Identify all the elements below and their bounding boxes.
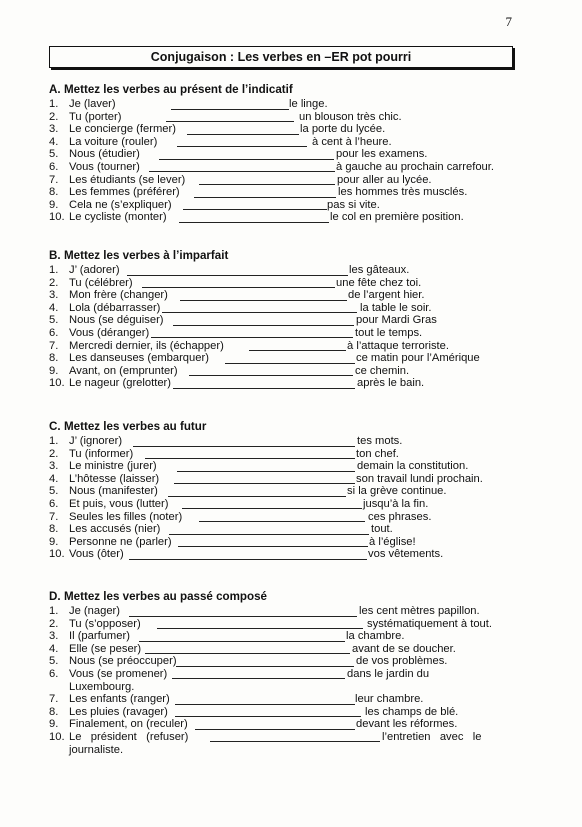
answer-blank[interactable] bbox=[175, 716, 361, 717]
exercise-item bbox=[49, 98, 519, 111]
answer-blank[interactable] bbox=[169, 534, 369, 535]
item-number: 7. bbox=[49, 339, 59, 352]
exercise-item bbox=[49, 136, 519, 149]
item-number: 3. bbox=[49, 289, 59, 302]
answer-blank[interactable] bbox=[182, 508, 362, 509]
exercise-item bbox=[49, 211, 519, 224]
answer-blank[interactable] bbox=[173, 325, 354, 326]
exercise-item bbox=[49, 264, 519, 277]
answer-blank[interactable] bbox=[173, 388, 355, 389]
section-heading bbox=[49, 590, 519, 604]
item-ending: les cent mètres papillon. bbox=[359, 605, 480, 617]
answer-blank[interactable] bbox=[157, 628, 363, 629]
item-ending: à gauche au prochain carrefour. bbox=[336, 160, 494, 173]
item-number: 7. bbox=[49, 173, 59, 186]
item-number: 1. bbox=[49, 98, 59, 110]
section-heading bbox=[49, 420, 519, 434]
item-ending: les champs de blé. bbox=[365, 705, 459, 718]
answer-blank[interactable] bbox=[142, 287, 335, 288]
item-number: 9. bbox=[49, 198, 59, 211]
exercise-item bbox=[49, 327, 519, 340]
item-prompt: J’ (adorer) bbox=[69, 264, 120, 276]
item-number: 10. bbox=[49, 377, 65, 390]
item-number: 10. bbox=[49, 730, 65, 743]
item-number: 4. bbox=[49, 642, 59, 655]
item-ending: le linge. bbox=[289, 98, 328, 110]
item-number: 3. bbox=[49, 460, 59, 473]
answer-blank[interactable] bbox=[139, 641, 345, 642]
section-c bbox=[49, 420, 519, 561]
item-ending: la table le soir. bbox=[360, 301, 432, 314]
exercise-item bbox=[49, 511, 519, 524]
exercise-item bbox=[49, 161, 519, 174]
item-ending: après le bain. bbox=[357, 377, 425, 390]
answer-blank[interactable] bbox=[168, 496, 346, 497]
answer-blank[interactable] bbox=[199, 521, 365, 522]
item-prompt: Lola (débarrasser) bbox=[69, 301, 161, 314]
item-prompt: Avant, on (emprunter) bbox=[69, 364, 178, 377]
exercise-item bbox=[49, 148, 519, 161]
item-ending: pour les examens. bbox=[336, 148, 428, 161]
item-number: 7. bbox=[49, 693, 59, 706]
item-ending: tout le temps. bbox=[355, 326, 423, 339]
answer-blank[interactable] bbox=[145, 653, 350, 654]
item-prompt: Elle (se peser) bbox=[69, 642, 142, 655]
exercise-item bbox=[49, 731, 519, 756]
item-prompt: J’ (ignorer) bbox=[69, 435, 123, 447]
exercise-item bbox=[49, 277, 519, 290]
item-number: 1. bbox=[49, 605, 59, 617]
item-prompt: Le ministre (jurer) bbox=[69, 460, 157, 473]
answer-blank[interactable] bbox=[187, 134, 299, 135]
exercise-item bbox=[49, 174, 519, 187]
item-ending: à l’église! bbox=[369, 535, 416, 548]
item-ending: à cent à l’heure. bbox=[312, 135, 392, 148]
item-ending: pour aller au lycée. bbox=[337, 173, 432, 186]
item-number: 9. bbox=[49, 718, 59, 731]
exercise-item bbox=[49, 523, 519, 536]
item-prompt: Les pluies (ravager) bbox=[69, 705, 168, 718]
item-prompt: Tu (porter) bbox=[69, 110, 122, 123]
item-prompt: Je (nager) bbox=[69, 605, 120, 617]
item-ending: son travail lundi prochain. bbox=[356, 472, 483, 485]
item-ending: le col en première position. bbox=[330, 211, 464, 224]
section-d bbox=[49, 590, 519, 756]
exercise-item bbox=[49, 123, 519, 136]
exercise-item bbox=[49, 302, 519, 315]
item-number: 2. bbox=[49, 447, 59, 460]
answer-blank[interactable] bbox=[180, 300, 347, 301]
item-prompt: Nous (manifester) bbox=[69, 485, 158, 498]
exercise-item bbox=[49, 706, 519, 719]
item-ending: systématiquement à tout. bbox=[367, 617, 492, 630]
section-title: Mettez les verbes à l’imparfait bbox=[64, 249, 229, 262]
exercise-item bbox=[49, 643, 519, 656]
section-b bbox=[49, 249, 519, 390]
exercise-item bbox=[49, 485, 519, 498]
item-prompt: Les accusés (nier) bbox=[69, 523, 161, 536]
section-letter: A. bbox=[49, 83, 61, 96]
item-ending: si la grève continue. bbox=[347, 485, 447, 498]
item-ending: les hommes très musclés. bbox=[338, 186, 468, 199]
item-prompt: Vous (se promener) bbox=[69, 667, 168, 680]
item-prompt: Mon frère (changer) bbox=[69, 289, 168, 302]
exercise-item bbox=[49, 655, 519, 668]
item-number: 3. bbox=[49, 123, 59, 136]
answer-blank[interactable] bbox=[179, 222, 329, 223]
item-number: 8. bbox=[49, 186, 59, 199]
answer-blank[interactable] bbox=[151, 337, 353, 338]
section-title: Mettez les verbes au passé composé bbox=[64, 590, 267, 603]
exercise-item bbox=[49, 289, 519, 302]
item-prompt: Je (laver) bbox=[69, 98, 116, 110]
answer-blank[interactable] bbox=[171, 109, 289, 110]
item-number: 5. bbox=[49, 314, 59, 327]
item-number: 10. bbox=[49, 548, 65, 561]
item-number: 4. bbox=[49, 472, 59, 485]
item-ending: ton chef. bbox=[356, 447, 399, 460]
item-prompt: L’hôtesse (laisser) bbox=[69, 472, 160, 485]
answer-blank[interactable] bbox=[210, 741, 380, 742]
item-number: 2. bbox=[49, 276, 59, 289]
item-number: 1. bbox=[49, 264, 59, 276]
item-ending: les gâteaux. bbox=[349, 264, 410, 276]
answer-blank[interactable] bbox=[145, 458, 355, 459]
item-number: 5. bbox=[49, 485, 59, 498]
exercise-item bbox=[49, 314, 519, 327]
item-prompt: Cela ne (s’expliquer) bbox=[69, 198, 172, 211]
item-prompt: Les danseuses (embarquer) bbox=[69, 352, 209, 365]
item-prompt: Le président (refuser) bbox=[69, 730, 189, 743]
item-prompt: Tu (s’opposer) bbox=[69, 617, 141, 630]
item-continuation: Luxembourg. bbox=[69, 680, 135, 693]
item-prompt: Les femmes (préférer) bbox=[69, 186, 180, 199]
answer-blank[interactable] bbox=[129, 559, 367, 560]
section-letter: C. bbox=[49, 420, 61, 433]
section-heading bbox=[49, 83, 519, 97]
item-prompt: Nous (se déguiser) bbox=[69, 314, 164, 327]
item-prompt: Nous (étudier) bbox=[69, 148, 140, 161]
section-title: Mettez les verbes au présent de l’indicatif bbox=[64, 83, 293, 96]
item-prompt: Le nageur (grelotter) bbox=[69, 377, 171, 390]
exercise-item bbox=[49, 435, 519, 448]
item-number: 3. bbox=[49, 630, 59, 643]
item-prompt: La voiture (rouler) bbox=[69, 135, 158, 148]
item-number: 10. bbox=[49, 211, 65, 224]
item-ending: à l’attaque terroriste. bbox=[347, 339, 449, 352]
exercise-item bbox=[49, 186, 519, 199]
item-number: 6. bbox=[49, 160, 59, 173]
item-ending: une fête chez toi. bbox=[336, 276, 422, 289]
item-prompt: Seules les filles (noter) bbox=[69, 510, 183, 523]
item-ending: de vos problèmes. bbox=[356, 655, 448, 668]
page-title: Conjugaison : Les verbes en –ER pot pourri bbox=[49, 46, 513, 68]
item-ending: demain la constitution. bbox=[357, 460, 469, 473]
answer-blank[interactable] bbox=[225, 363, 355, 364]
item-number: 6. bbox=[49, 326, 59, 339]
exercise-item bbox=[49, 548, 519, 561]
item-prompt: Il (parfumer) bbox=[69, 630, 130, 643]
exercise-item bbox=[49, 498, 519, 511]
item-ending: ces phrases. bbox=[368, 510, 432, 523]
exercise-item bbox=[49, 377, 519, 390]
item-number: 2. bbox=[49, 110, 59, 123]
item-number: 5. bbox=[49, 148, 59, 161]
exercise-item bbox=[49, 630, 519, 643]
item-prompt: Vous (ôter) bbox=[69, 548, 124, 561]
exercise-item bbox=[49, 111, 519, 124]
answer-blank[interactable] bbox=[194, 197, 336, 198]
item-ending: tes mots. bbox=[357, 435, 403, 447]
answer-blank[interactable] bbox=[199, 184, 335, 185]
exercise-item bbox=[49, 618, 519, 631]
answer-blank[interactable] bbox=[178, 546, 368, 547]
item-ending: la chambre. bbox=[346, 630, 405, 643]
item-number: 2. bbox=[49, 617, 59, 630]
item-number: 8. bbox=[49, 523, 59, 536]
answer-blank[interactable] bbox=[189, 375, 353, 376]
answer-blank[interactable] bbox=[127, 275, 348, 276]
item-ending: jusqu’à la fin. bbox=[363, 497, 429, 510]
exercise-item bbox=[49, 460, 519, 473]
item-ending: pour Mardi Gras bbox=[356, 314, 437, 327]
item-ending: dans le jardin du bbox=[347, 667, 430, 680]
item-ending: tout. bbox=[371, 523, 393, 536]
exercise-item bbox=[49, 448, 519, 461]
exercise-item bbox=[49, 718, 519, 731]
answer-blank[interactable] bbox=[174, 483, 355, 484]
item-ending: leur chambre. bbox=[355, 693, 424, 706]
item-ending: pas si vite. bbox=[327, 198, 380, 211]
item-number: 9. bbox=[49, 364, 59, 377]
item-ending: devant les réformes. bbox=[356, 718, 458, 731]
item-ending: de l’argent hier. bbox=[348, 289, 425, 302]
section-a bbox=[49, 83, 519, 224]
answer-blank[interactable] bbox=[129, 616, 357, 617]
item-prompt: Vous (déranger) bbox=[69, 326, 150, 339]
item-prompt: Et puis, vous (lutter) bbox=[69, 497, 169, 510]
item-ending: la porte du lycée. bbox=[300, 123, 386, 136]
item-prompt: Le concierge (fermer) bbox=[69, 123, 176, 136]
item-prompt: Mercredi dernier, ils (échapper) bbox=[69, 339, 224, 352]
item-number: 9. bbox=[49, 535, 59, 548]
section-letter: B. bbox=[49, 249, 61, 262]
item-prompt: Finalement, on (reculer) bbox=[69, 718, 188, 731]
exercise-item bbox=[49, 536, 519, 549]
exercise-item bbox=[49, 668, 519, 693]
answer-blank[interactable] bbox=[195, 729, 355, 730]
answer-blank[interactable] bbox=[176, 666, 354, 667]
section-letter: D. bbox=[49, 590, 61, 603]
answer-blank[interactable] bbox=[159, 159, 334, 160]
answer-blank[interactable] bbox=[133, 446, 355, 447]
item-prompt: Personne ne (parler) bbox=[69, 535, 172, 548]
answer-blank[interactable] bbox=[175, 704, 355, 705]
item-number: 1. bbox=[49, 435, 59, 447]
item-number: 4. bbox=[49, 301, 59, 314]
answer-blank[interactable] bbox=[183, 209, 327, 210]
exercise-item bbox=[49, 605, 519, 618]
item-ending: ce matin pour l’Amérique bbox=[356, 352, 480, 365]
item-prompt: Vous (tourner) bbox=[69, 160, 140, 173]
item-number: 8. bbox=[49, 705, 59, 718]
exercise-item bbox=[49, 693, 519, 706]
item-ending: l’entretien avec le bbox=[382, 730, 482, 743]
exercise-item bbox=[49, 340, 519, 353]
item-number: 8. bbox=[49, 352, 59, 365]
item-ending: avant de se doucher. bbox=[352, 642, 456, 655]
item-number: 6. bbox=[49, 667, 59, 680]
item-continuation: journaliste. bbox=[69, 743, 124, 756]
answer-blank[interactable] bbox=[166, 121, 294, 122]
section-title: Mettez les verbes au futur bbox=[64, 420, 207, 433]
item-number: 5. bbox=[49, 655, 59, 668]
item-prompt: Tu (célébrer) bbox=[69, 276, 133, 289]
item-ending: un blouson très chic. bbox=[299, 110, 402, 123]
answer-blank[interactable] bbox=[162, 312, 357, 313]
exercise-item bbox=[49, 365, 519, 378]
answer-blank[interactable] bbox=[177, 471, 355, 472]
page-number: 7 bbox=[505, 14, 512, 29]
item-number: 6. bbox=[49, 497, 59, 510]
section-heading bbox=[49, 249, 519, 263]
item-ending: vos vêtements. bbox=[368, 548, 444, 561]
item-prompt: Les enfants (ranger) bbox=[69, 693, 170, 706]
exercise-item bbox=[49, 199, 519, 212]
answer-blank[interactable] bbox=[149, 171, 335, 172]
exercise-item bbox=[49, 352, 519, 365]
item-ending: ce chemin. bbox=[355, 364, 410, 377]
exercise-item bbox=[49, 473, 519, 486]
item-prompt: Les étudiants (se lever) bbox=[69, 173, 186, 186]
item-prompt: Nous (se préoccuper) bbox=[69, 655, 177, 668]
item-number: 7. bbox=[49, 510, 59, 523]
answer-blank[interactable] bbox=[172, 678, 345, 679]
answer-blank[interactable] bbox=[249, 350, 346, 351]
answer-blank[interactable] bbox=[177, 146, 307, 147]
item-prompt: Le cycliste (monter) bbox=[69, 211, 167, 224]
item-number: 4. bbox=[49, 135, 59, 148]
item-prompt: Tu (informer) bbox=[69, 447, 134, 460]
